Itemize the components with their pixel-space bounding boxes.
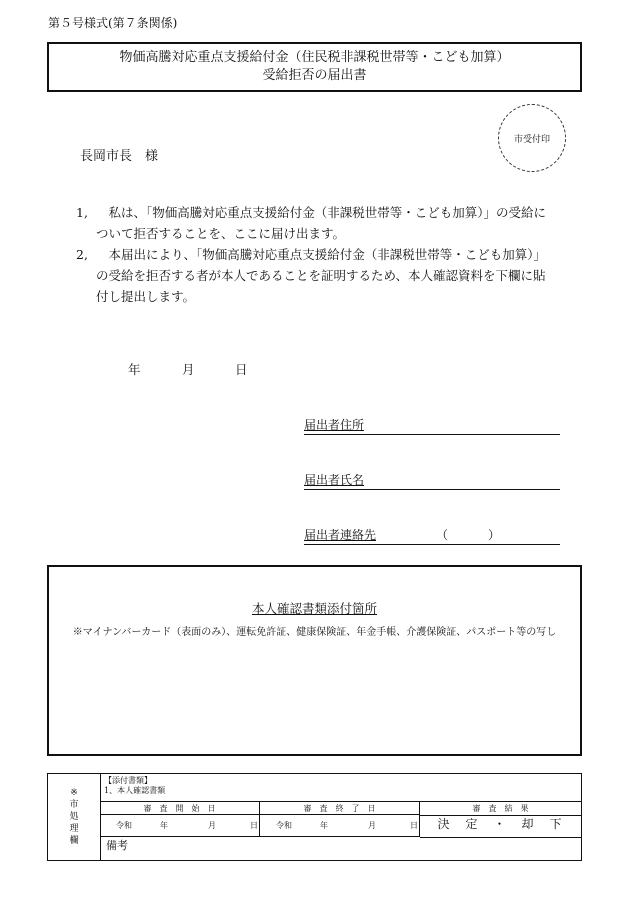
remarks-field[interactable]: 備考 [106, 839, 128, 852]
clause-number: 1, [76, 205, 88, 220]
document-title-line1: 物価高騰対応重点支援給付金（住民税非課税世帯等・こども加算） [119, 50, 510, 65]
applicant-name-field[interactable] [304, 471, 560, 490]
attachment-note: ※マイナンバーカード（表面のみ）、運転免許証、健康保険証、年金手帳、介護保険証、パスポート等の写し [72, 627, 557, 638]
date-month[interactable]: 月 [182, 362, 195, 377]
date-day[interactable]: 日 [235, 362, 248, 377]
applicant-contact-field[interactable] [304, 526, 560, 545]
applicant-address-label: 届出者住所 [304, 418, 365, 432]
addressee: 長岡市長 様 [80, 149, 159, 164]
review-end-date[interactable]: 令和 年 月 日 [260, 815, 420, 837]
reception-stamp-circle [498, 104, 566, 172]
date-year[interactable]: 年 [128, 362, 141, 377]
applicant-contact-label: 届出者連絡先 [304, 528, 377, 542]
attached-docs-item: 1、本人確認書類 [104, 786, 166, 795]
clause-1 [76, 202, 556, 244]
review-result-header: 審 査 結 果 [420, 802, 581, 816]
review-start-date[interactable]: 令和 年 月 日 [100, 815, 260, 837]
city-office-use-section [47, 773, 582, 861]
document-title-box [47, 42, 582, 92]
reception-stamp-label: 市受付印 [513, 134, 550, 145]
review-decision[interactable]: 決 定 ・ 却 下 [420, 815, 581, 838]
contact-paren-open: （ [436, 528, 449, 542]
attached-documents-row [100, 774, 581, 802]
attachment-title: 本人確認書類添付箇所 [251, 601, 377, 616]
applicant-name-label: 届出者氏名 [304, 473, 365, 487]
office-side-label: ※ 市 処 理 欄 [48, 774, 101, 860]
contact-paren-close: ） [488, 528, 501, 542]
applicant-address-field[interactable] [304, 416, 560, 435]
clause-number: 2, [76, 247, 88, 262]
attached-docs-header: 【添付書類】 [104, 776, 152, 785]
form-number: 第５号様式(第７条関係) [48, 16, 178, 30]
clause-2 [76, 244, 556, 307]
document-title-line2: 受給拒否の届出書 [262, 68, 367, 83]
clause-text: 本届出により、「物価高騰対応重点支援給付金（非課税世帯等・こども加算）」の受給を拒否する者が本人であることを証明するため、本人確認資料を下欄に貼付し提出します。 [96, 247, 547, 304]
id-document-attachment-area[interactable] [47, 565, 582, 756]
review-start-header: 審 査 開 始 日 [100, 802, 260, 815]
review-end-header: 審 査 終 了 日 [260, 802, 420, 815]
clause-text: 私は、「物価高騰対応重点支援給付金（非課税世帯等・こども加算）」の受給について拒否することを、ここに届け出ます。 [96, 205, 547, 241]
